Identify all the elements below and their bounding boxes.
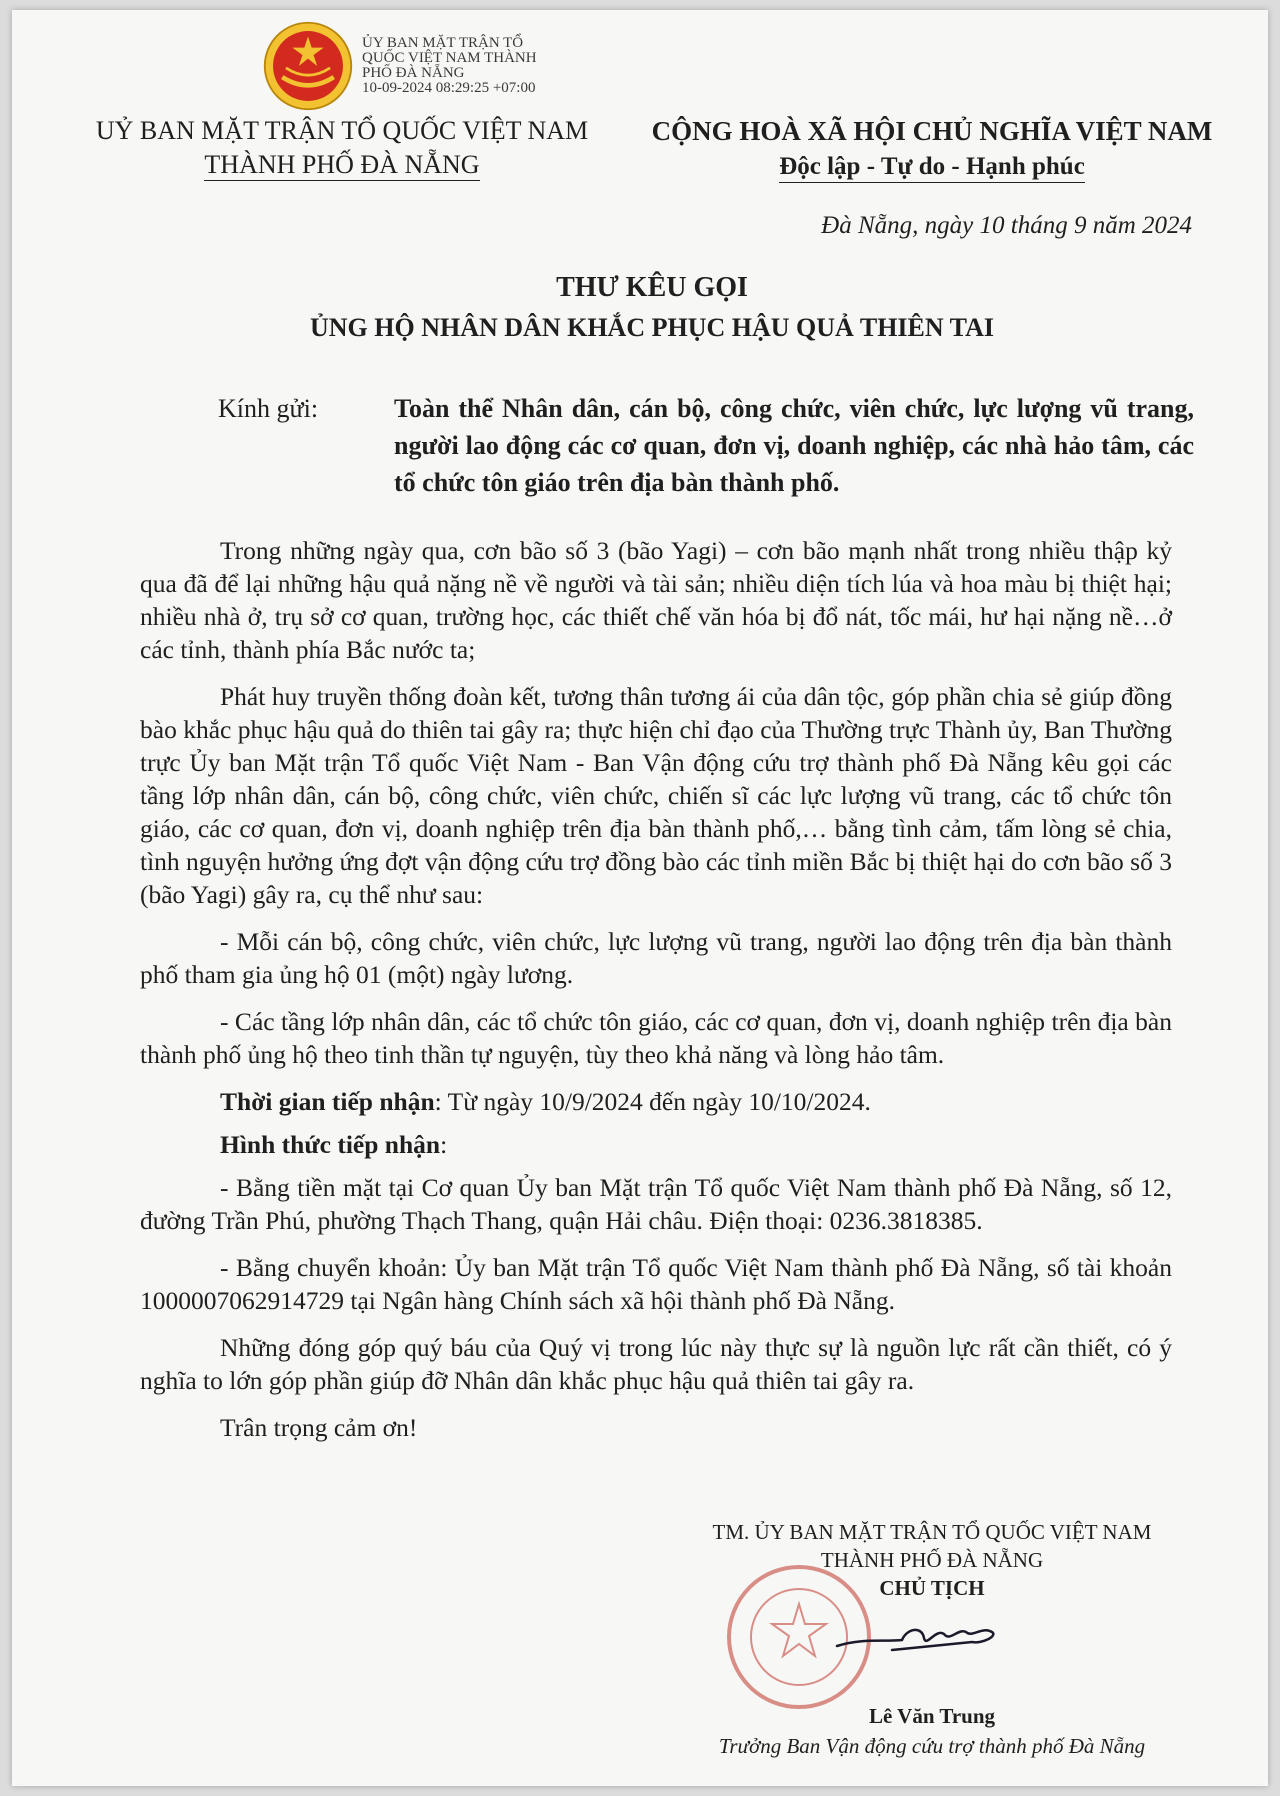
handwritten-signature-icon	[832, 1598, 1012, 1668]
on-behalf: TM. ỦY BAN MẶT TRẬN TỔ QUỐC VIỆT NAM	[712, 1520, 1152, 1544]
letter-body	[140, 534, 1172, 1458]
paragraph-closing-note: Những đóng góp quý báu của Quý vị trong lúc này thực sự là nguồn lực rất cần thiết, có ý nghĩa to lớn góp phần giúp đỡ Nhân dân khắc phục hậu quả thiên tai gây ra.	[140, 1333, 1172, 1395]
paragraph-transfer: - Bằng chuyển khoản: Ủy ban Mặt trận Tổ quốc Việt Nam thành phố Đà Nẵng, số tài khoản 1000007062914729 tại Ngân hàng Chính sách xã hội thành phố Đà Nẵng.	[140, 1253, 1172, 1315]
recipients-text: Toàn thể Nhân dân, cán bộ, công chức, viên chức, lực lượng vũ trang, người lao động các cơ quan, đơn vị, doanh nghiệp, các nhà hảo tâm, các tổ chức tôn giáo trên địa bàn thành phố.	[394, 394, 1194, 497]
issuing-organization	[62, 114, 622, 182]
stamp-line: ỦY BAN MẶT TRẬN TỔ	[362, 35, 524, 51]
paragraph-4: - Các tầng lớp nhân dân, các tổ chức tôn giáo, các cơ quan, đơn vị, doanh nghiệp trên địa bàn thành phố ủng hộ theo tinh thần tự nguyện, tùy theo khả năng và lòng hảo tâm.	[140, 1007, 1172, 1069]
document-date: Đà Nẵng, ngày 10 tháng 9 năm 2024	[821, 212, 1192, 239]
paragraph-1: Trong những ngày qua, cơn bão số 3 (bão Yagi) – cơn bão mạnh nhất trong nhiều thập kỷ qua đã để lại những hậu quả nặng nề về người và tài sản; nhiều diện tích lúa và hoa màu bị thiệt hại; nhiều nhà ở, trụ sở cơ quan, trường học, các thiết chế văn hóa bị đổ nát, tốc mái, hư hại nặng nề…ở các tỉnh, thành phía Bắc nước ta;	[140, 536, 1172, 664]
title-main: THƯ KÊU GỌI	[556, 272, 748, 303]
signature-block	[672, 1518, 1192, 1602]
receiving-time	[140, 1085, 1172, 1118]
closing-thanks: Trân trọng cảm ơn!	[220, 1413, 418, 1442]
front-logo-icon	[262, 20, 354, 112]
document-page	[12, 10, 1268, 1786]
receiving-form	[140, 1128, 1172, 1161]
paragraph-2: Phát huy truyền thống đoàn kết, tương thân tương ái của dân tộc, góp phần chia sẻ giúp đồng bào khắc phục hậu quả do thiên tai gây ra; thực hiện chỉ đạo của Thường trực Thành ủy, Ban Thường trực Ủy ban Mặt trận Tổ quốc Việt Nam - Ban Vận động cứu trợ thành phố Đà Nẵng kêu gọi các tầng lớp nhân dân, cán bộ, công chức, viên chức, chiến sĩ các lực lượng vũ trang, các tổ chức tôn giáo, các cơ quan, đơn vị, doanh nghiệp trên địa bàn thành phố,… bằng tình cảm, tấm lòng sẻ chia, tình nguyện hưởng ứng đợt vận động cứu trợ đồng bào các tỉnh miền Bắc bị thiệt hại do cơn bão số 3 (bão Yagi) gây ra, cụ thể như sau:	[140, 682, 1172, 909]
national-motto	[632, 114, 1232, 183]
signer-title: Trưởng Ban Vận động cứu trợ thành phố Đà Nẵng	[718, 1734, 1146, 1758]
signature-org: THÀNH PHỐ ĐÀ NẴNG	[820, 1548, 1044, 1572]
signer-position: CHỦ TỊCH	[879, 1576, 985, 1600]
form-label: Hình thức tiếp nhận	[220, 1130, 441, 1159]
time-text: : Từ ngày 10/9/2024 đến ngày 10/10/2024.	[434, 1087, 871, 1116]
time-label: Thời gian tiếp nhận	[220, 1087, 435, 1116]
paragraph-3: - Mỗi cán bộ, công chức, viên chức, lực lượng vũ trang, người lao động trên địa bàn thành phố tham gia ủng hộ 01 (một) ngày lương.	[140, 927, 1172, 989]
stamp-timestamp: 10-09-2024 08:29:25 +07:00	[362, 80, 536, 96]
form-colon: :	[440, 1130, 448, 1159]
recipients-label: Kính gửi:	[218, 394, 319, 423]
nation-line1: CỘNG HOÀ XÃ HỘI CHỦ NGHĨA VIỆT NAM	[651, 116, 1213, 146]
org-line2: THÀNH PHỐ ĐÀ NẴNG	[204, 150, 480, 179]
stamp-line: QUỐC VIỆT NAM THÀNH	[362, 50, 537, 66]
title-sub: ỦNG HỘ NHÂN DÂN KHẮC PHỤC HẬU QUẢ THIÊN TAI	[310, 313, 994, 342]
digital-signature-stamp	[362, 36, 602, 96]
stamp-line: PHỐ ĐÀ NẴNG	[362, 65, 465, 81]
signer-name: Lê Văn Trung	[868, 1704, 996, 1728]
nation-line2: Độc lập - Tự do - Hạnh phúc	[779, 152, 1085, 183]
document-title	[52, 268, 1252, 348]
paragraph-cash: - Bằng tiền mặt tại Cơ quan Ủy ban Mặt trận Tổ quốc Việt Nam thành phố Đà Nẵng, số 12, đường Trần Phú, phường Thạch Thang, quận Hải châu. Điện thoại: 0236.3818385.	[140, 1173, 1172, 1235]
org-line1: UỶ BAN MẶT TRẬN TỔ QUỐC VIỆT NAM	[95, 116, 589, 145]
